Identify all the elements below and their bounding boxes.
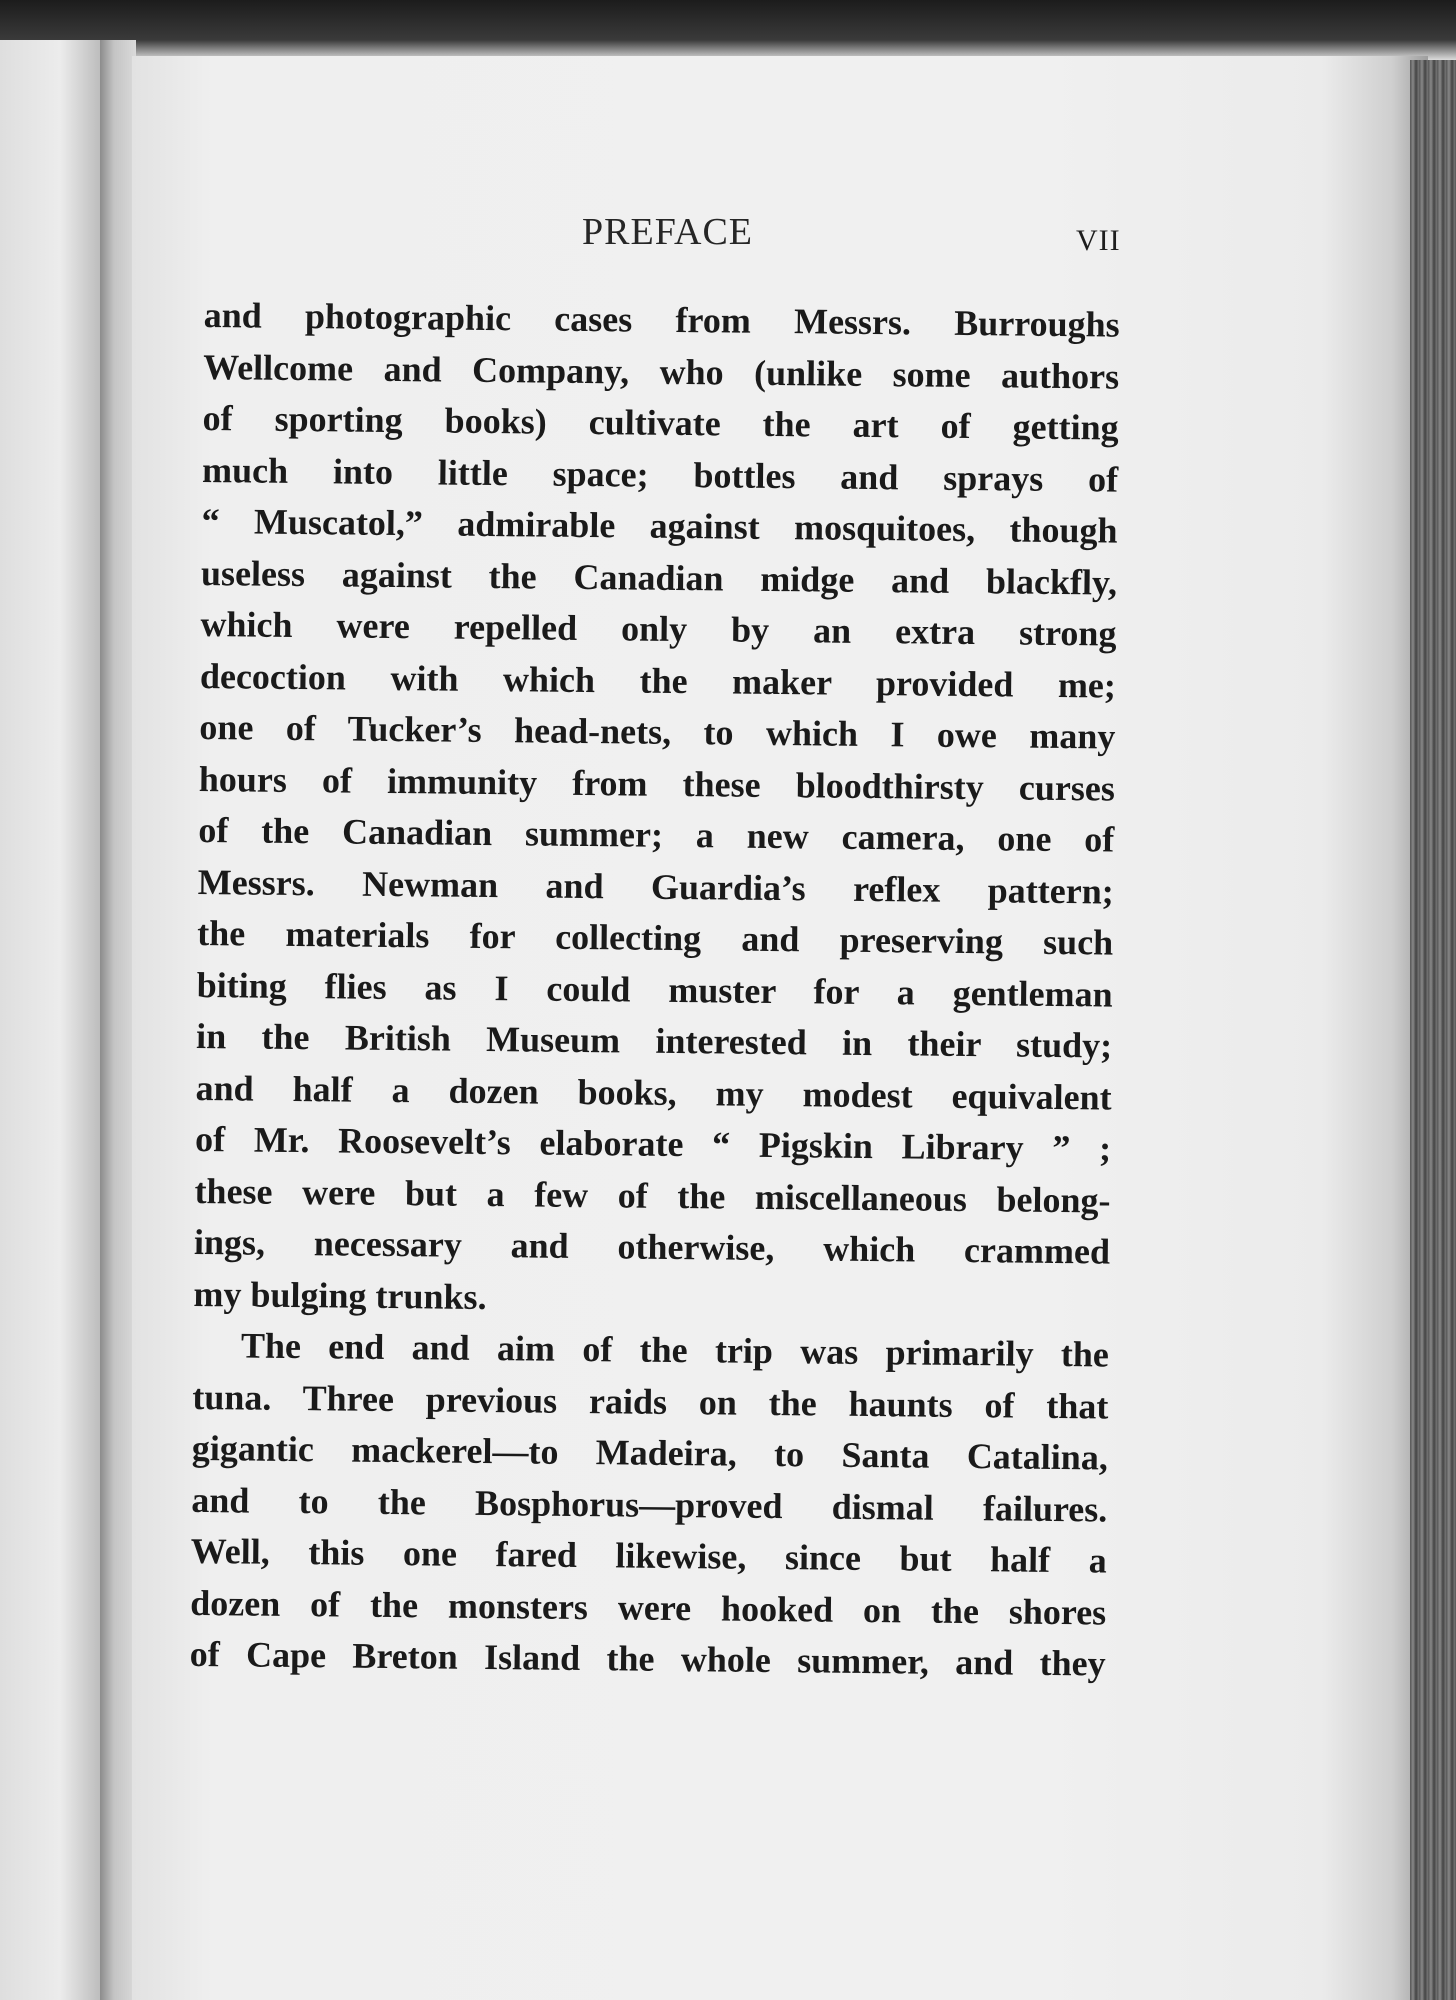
text-line: The end and aim of the trip was primarily the bbox=[240, 1325, 1110, 1375]
text-line: of Mr. Roosevelt’s elaborate “ Pigskin Library ” ; bbox=[194, 1118, 1112, 1169]
running-head-title: PREFACE bbox=[582, 211, 754, 253]
text-line: tuna. Three previous raids on the haunts of that bbox=[192, 1376, 1109, 1427]
text-line: and photographic cases from Messrs. Burroughs bbox=[203, 294, 1120, 345]
text-line: Well, this one fared likewise, since but half a bbox=[190, 1530, 1107, 1581]
text-line: decoction with which the maker provided me; bbox=[199, 655, 1117, 706]
text-line: these were but a few of the miscellaneous belong- bbox=[194, 1170, 1111, 1221]
text-line: the materials for collecting and preserving such bbox=[197, 912, 1114, 963]
text-line: much into little space; bottles and sprays of bbox=[201, 449, 1119, 500]
text-line: useless against the Canadian midge and blackfly, bbox=[200, 552, 1118, 603]
left-page-edge bbox=[0, 40, 108, 2000]
text-line: in the British Museum interested in their study; bbox=[195, 1015, 1113, 1066]
text-line: “ Muscatol,” admirable against mosquitoes, though bbox=[201, 500, 1118, 551]
text-line: and to the Bosphorus—proved dismal failures. bbox=[191, 1479, 1108, 1530]
text-line: of the Canadian summer; a new camera, one of bbox=[198, 809, 1115, 860]
text-line: which were repelled only by an extra strong bbox=[200, 603, 1117, 654]
text-line: Wellcome and Company, who (unlike some authors bbox=[202, 346, 1120, 397]
body-text bbox=[189, 290, 1120, 1690]
text-line: ings, necessary and otherwise, which crammed bbox=[193, 1221, 1111, 1272]
text-line: gigantic mackerel—to Madeira, to Santa Catalina, bbox=[191, 1427, 1109, 1478]
text-line: and half a dozen books, my modest equivalent bbox=[195, 1067, 1112, 1118]
paragraph bbox=[193, 290, 1120, 1330]
text-line: hours of immunity from these bloodthirsty curses bbox=[198, 758, 1116, 809]
running-header bbox=[132, 210, 1132, 260]
book-gutter bbox=[100, 40, 136, 2000]
text-line: Messrs. Newman and Guardia’s reflex pattern; bbox=[197, 861, 1114, 912]
page-number: VII bbox=[1076, 224, 1121, 257]
text-line: one of Tucker’s head-nets, to which I owe many bbox=[199, 706, 1116, 757]
text-line: my bulging trunks. bbox=[193, 1273, 487, 1317]
text-line: biting flies as I could muster for a gentleman bbox=[196, 964, 1113, 1015]
page-edges-stack bbox=[1410, 60, 1456, 2000]
text-line: of sporting books) cultivate the art of getting bbox=[202, 397, 1119, 448]
text-line: of Cape Breton Island the whole summer, and they bbox=[189, 1633, 1106, 1684]
paragraph bbox=[189, 1320, 1109, 1690]
text-line: dozen of the monsters were hooked on the shores bbox=[190, 1582, 1107, 1633]
